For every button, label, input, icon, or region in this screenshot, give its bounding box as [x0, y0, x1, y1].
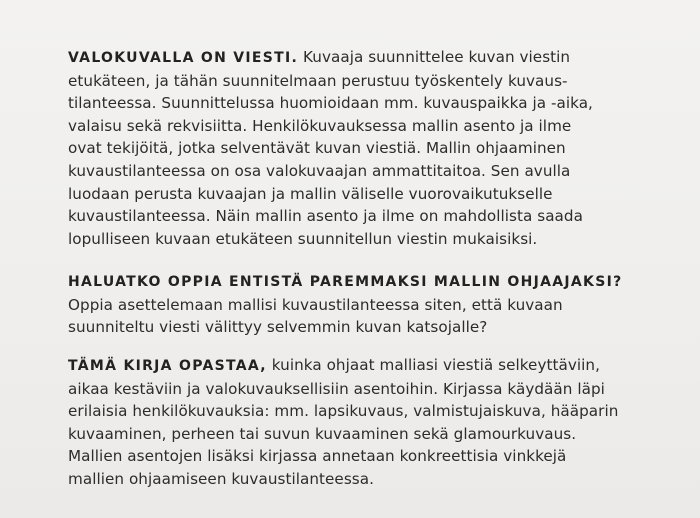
- paragraph-line: valaisu sekä rekvisiitta. Henkilökuvauksessa mallin asento ja ilme: [68, 116, 572, 135]
- paragraph-line: aikaa kestäviin ja valokuvauksellisiin asentoihin. Kirjassa käydään läpi: [68, 379, 605, 398]
- paragraph-line: mallien ohjaamiseen kuvaustilanteessa.: [68, 469, 374, 488]
- paragraph-line: suunniteltu viesti välittyy selvemmin kuvan katsojalle?: [68, 318, 488, 337]
- paragraph-line: kuvaustilanteessa. Näin mallin asento ja ilme on mahdollista saada: [68, 207, 583, 226]
- paragraph-line: kuvaustilanteessa on osa valokuvaajan ammattitaitoa. Sen avulla: [68, 161, 571, 180]
- paragraph-line: Mallien asentojen lisäksi kirjassa annetaan konkreettisia vinkkejä: [68, 447, 567, 466]
- paragraph-line: erilaisia henkilökuvauksia: mm. lapsikuvaus, valmistujaiskuva, hääparin: [68, 402, 619, 421]
- intro-paragraph: [68, 46, 688, 250]
- paragraph-lead-heading: TÄMÄ KIRJA OPASTAA,: [68, 358, 267, 374]
- paragraph-line: luodaan perusta kuvaajan ja mallin väliselle vuorovaikutukselle: [68, 184, 553, 203]
- paragraph-line: [68, 354, 688, 378]
- paragraph-line: Oppia asettelemaan mallisi kuvaustilanteessa siten, että kuvaan: [68, 295, 563, 314]
- paragraph-line: tilanteessa. Suunnittelussa huomioidaan mm. kuvauspaikka ja -aika,: [68, 94, 593, 113]
- paragraph-line: kuvaaminen, perheen tai suvun kuvaaminen sekä glamourkuvaus.: [68, 424, 577, 443]
- paragraph-line: ovat tekijöitä, jotka selventävät kuvan viestiä. Mallin ohjaaminen: [68, 139, 566, 158]
- paragraph-line: lopulliseen kuvaan etukäteen suunnitellun viestin mukaisiksi.: [68, 229, 538, 248]
- paragraph-lead-heading: VALOKUVALLA ON VIESTI.: [68, 50, 299, 66]
- paragraph-line-text: Kuvaaja suunnittelee kuvan viestin: [298, 48, 571, 66]
- paragraph-line: [68, 46, 688, 70]
- paragraph-line-text: kuinka ohjaat malliasi viestiä selkeyttäviin,: [266, 356, 600, 374]
- question-paragraph: [68, 271, 688, 339]
- question-heading: HALUATKO OPPIA ENTISTÄ PAREMMAKSI MALLIN OHJAAJAKSI?: [68, 274, 623, 290]
- book-description-paragraph: [68, 354, 688, 491]
- paragraph-line: etukäteen, ja tähän suunnitelmaan perustuu työskentely kuvaus-: [68, 71, 568, 90]
